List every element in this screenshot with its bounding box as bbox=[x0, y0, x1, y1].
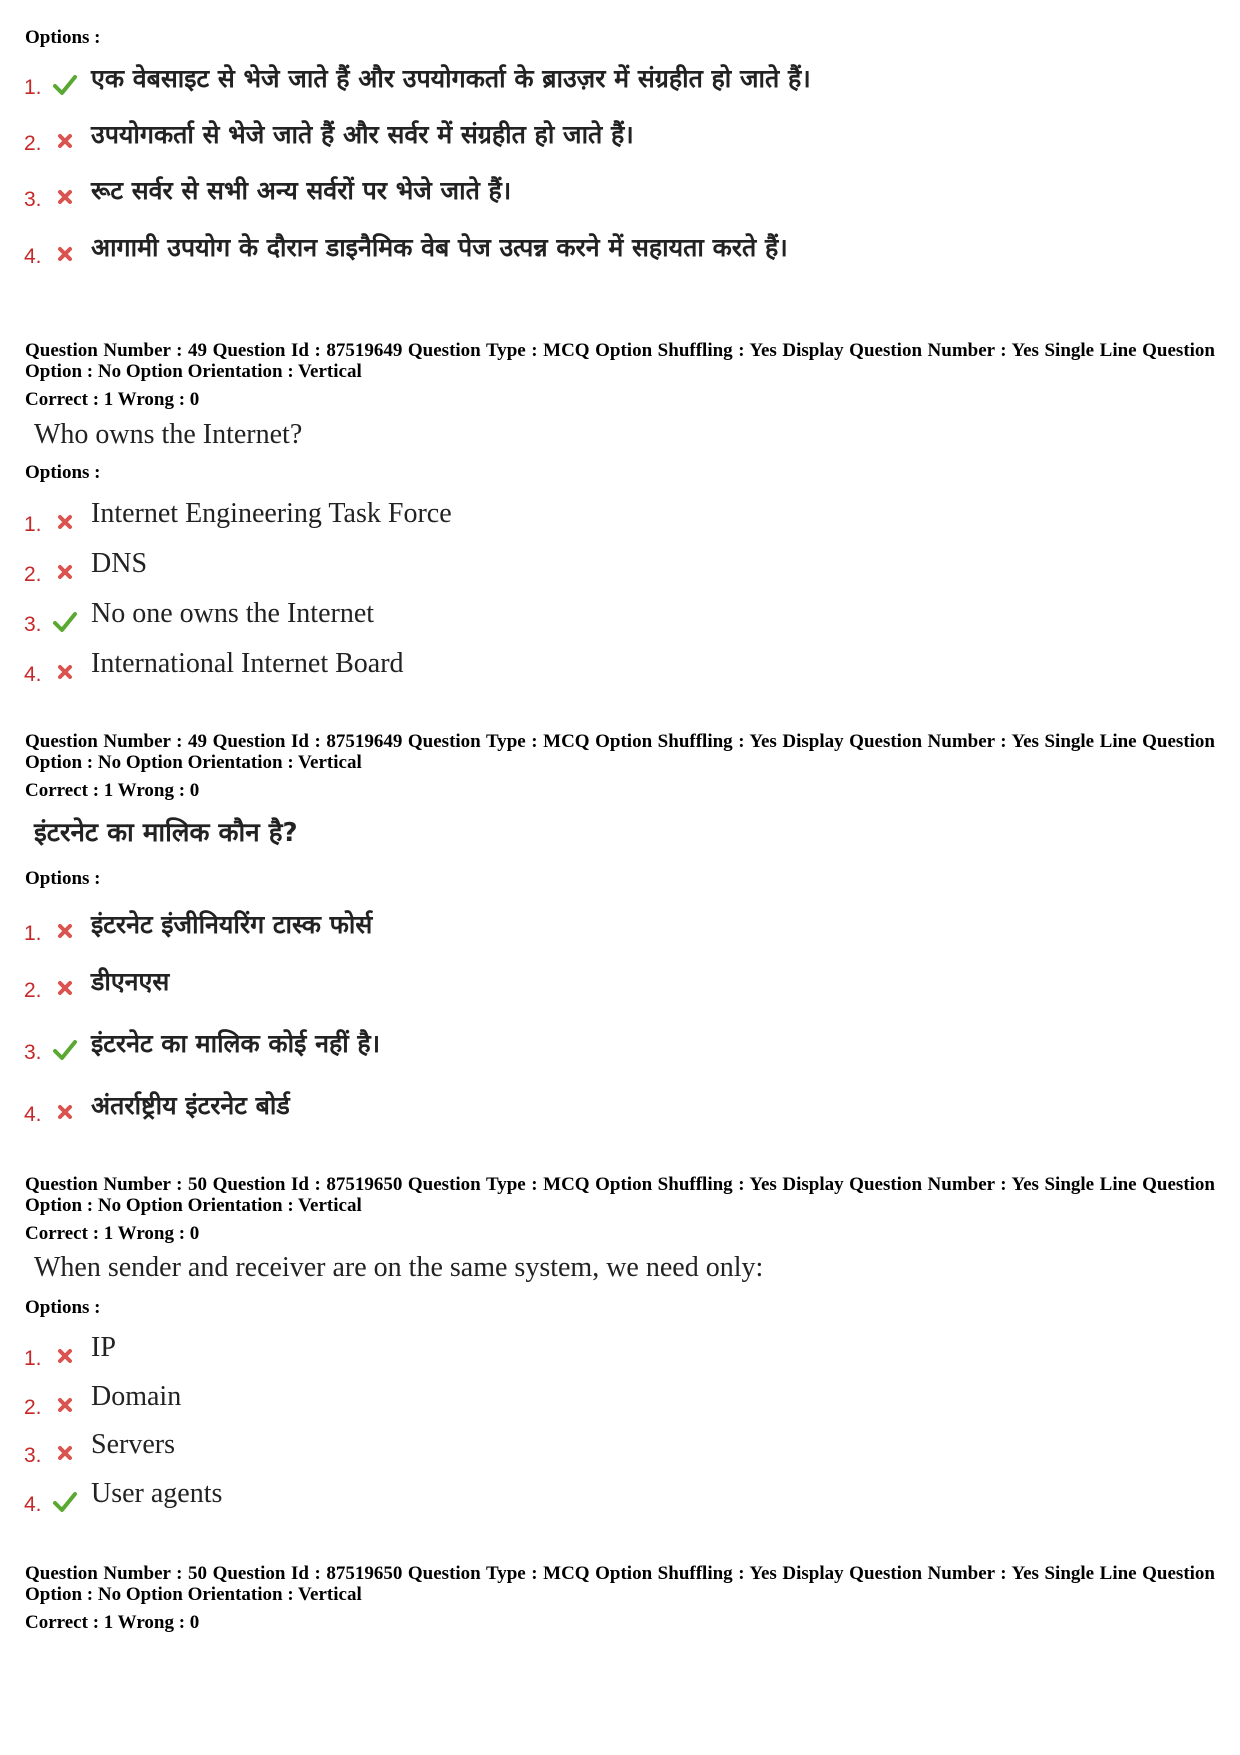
option-text: User agents bbox=[91, 1478, 223, 1509]
cross-icon bbox=[52, 509, 78, 535]
score-line: Correct : 1 Wrong : 0 bbox=[25, 1223, 200, 1244]
option-text: इंटरनेट इंजीनियरिंग टास्क फोर्स bbox=[91, 910, 373, 939]
option-text: Internet Engineering Task Force bbox=[91, 498, 452, 529]
checkmark-icon bbox=[52, 72, 78, 98]
cross-icon bbox=[52, 241, 78, 267]
cross-icon bbox=[52, 1440, 78, 1466]
option-number: 1. bbox=[24, 76, 42, 99]
cross-icon bbox=[52, 1392, 78, 1418]
option-number: 4. bbox=[24, 245, 42, 268]
options-label: Options : bbox=[25, 462, 101, 483]
option-text: आगामी उपयोग के दौरान डाइनैमिक वेब पेज उत्पन्न करने में सहायता करते हैं। bbox=[91, 233, 788, 262]
option-text: IP bbox=[91, 1332, 116, 1363]
option-text: DNS bbox=[91, 548, 148, 579]
option-number: 3. bbox=[24, 188, 42, 211]
cross-icon bbox=[52, 975, 78, 1001]
question-meta: Question Number : 49 Question Id : 87519649 Question Type : MCQ Option Shuffling : Yes Display Question Number : Yes Single Line Question Option : No Option Orientation : Vertical bbox=[25, 731, 1215, 773]
question-text: इंटरनेट का मालिक कौन है? bbox=[34, 818, 298, 848]
option-number: 3. bbox=[24, 613, 42, 636]
option-text: Domain bbox=[91, 1381, 182, 1412]
option-text: International Internet Board bbox=[91, 648, 404, 679]
option-number: 4. bbox=[24, 663, 42, 686]
option-number: 1. bbox=[24, 513, 42, 536]
option-number: 2. bbox=[24, 132, 42, 155]
checkmark-icon bbox=[52, 609, 78, 635]
question-text: Who owns the Internet? bbox=[34, 419, 303, 450]
cross-icon bbox=[52, 128, 78, 154]
options-label: Options : bbox=[25, 1297, 101, 1318]
options-label: Options : bbox=[25, 868, 101, 889]
question-text: When sender and receiver are on the same system, we need only: bbox=[34, 1252, 764, 1283]
option-text: रूट सर्वर से सभी अन्य सर्वरों पर भेजे जाते हैं। bbox=[91, 176, 512, 205]
checkmark-icon bbox=[52, 1489, 78, 1515]
score-line: Correct : 1 Wrong : 0 bbox=[25, 1612, 200, 1633]
score-line: Correct : 1 Wrong : 0 bbox=[25, 780, 200, 801]
option-number: 2. bbox=[24, 979, 42, 1002]
option-number: 1. bbox=[24, 922, 42, 945]
question-meta: Question Number : 49 Question Id : 87519649 Question Type : MCQ Option Shuffling : Yes Display Question Number : Yes Single Line Question Option : No Option Orientation : Vertical bbox=[25, 340, 1215, 382]
cross-icon bbox=[52, 559, 78, 585]
option-text: डीएनएस bbox=[91, 967, 170, 996]
question-meta: Question Number : 50 Question Id : 87519650 Question Type : MCQ Option Shuffling : Yes Display Question Number : Yes Single Line Question Option : No Option Orientation : Vertical bbox=[25, 1174, 1215, 1216]
option-text: इंटरनेट का मालिक कोई नहीं है। bbox=[91, 1029, 381, 1058]
checkmark-icon bbox=[52, 1037, 78, 1063]
option-text: Servers bbox=[91, 1429, 175, 1460]
option-number: 1. bbox=[24, 1347, 42, 1370]
score-line: Correct : 1 Wrong : 0 bbox=[25, 389, 200, 410]
options-label: Options : bbox=[25, 27, 101, 48]
option-text: एक वेबसाइट से भेजे जाते हैं और उपयोगकर्ता के ब्राउज़र में संग्रहीत हो जाते हैं। bbox=[91, 64, 811, 93]
option-text: उपयोगकर्ता से भेजे जाते हैं और सर्वर में संग्रहीत हो जाते हैं। bbox=[91, 120, 634, 149]
option-number: 4. bbox=[24, 1493, 42, 1516]
option-text: अंतर्राष्ट्रीय इंटरनेट बोर्ड bbox=[91, 1091, 290, 1120]
option-text: No one owns the Internet bbox=[91, 598, 375, 629]
cross-icon bbox=[52, 659, 78, 685]
cross-icon bbox=[52, 918, 78, 944]
cross-icon bbox=[52, 1343, 78, 1369]
option-number: 4. bbox=[24, 1103, 42, 1126]
cross-icon bbox=[52, 1099, 78, 1125]
option-number: 2. bbox=[24, 563, 42, 586]
option-number: 3. bbox=[24, 1041, 42, 1064]
option-number: 3. bbox=[24, 1444, 42, 1467]
cross-icon bbox=[52, 184, 78, 210]
option-number: 2. bbox=[24, 1396, 42, 1419]
question-meta: Question Number : 50 Question Id : 87519650 Question Type : MCQ Option Shuffling : Yes Display Question Number : Yes Single Line Question Option : No Option Orientation : Vertical bbox=[25, 1563, 1215, 1605]
